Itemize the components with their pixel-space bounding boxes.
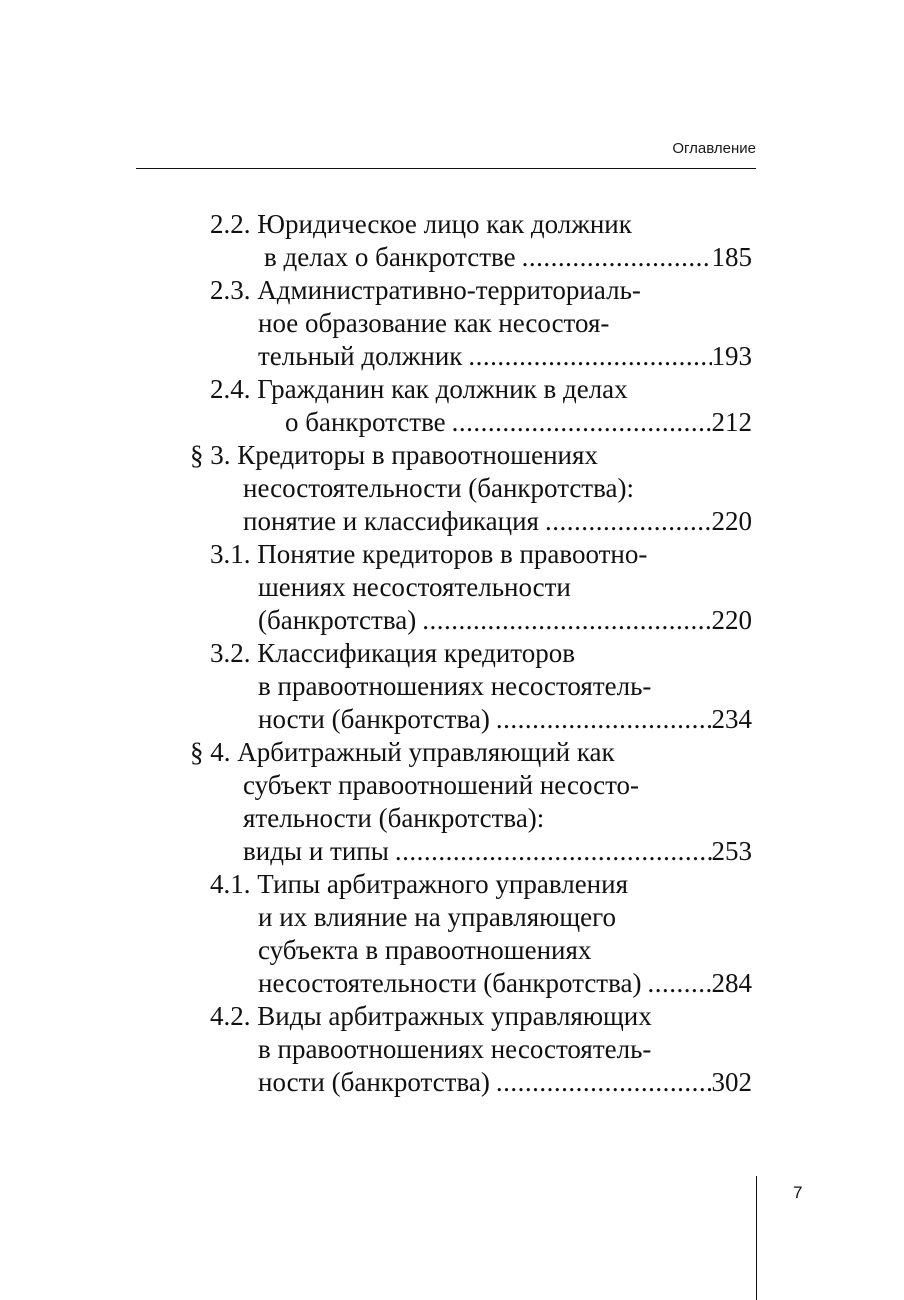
toc-entry-text: в правоотношениях несостоятель-	[258, 1034, 652, 1064]
toc-entry-page-number: 253	[711, 836, 752, 866]
toc-entry-text: 4.2. Виды арбитражных управляющих	[210, 1001, 652, 1031]
toc-entry-line	[210, 538, 752, 571]
toc-entry-text: в правоотношениях несостоятель-	[258, 671, 652, 701]
toc-entry-text: шениях несостоятельности	[258, 572, 571, 602]
toc-entry-page-number: 193	[711, 341, 752, 371]
dot-leader	[490, 1066, 712, 1099]
toc-entry[interactable]	[0, 439, 904, 538]
toc-entry-last-line	[258, 1066, 752, 1099]
toc-entry-last-line	[258, 703, 752, 736]
toc-entry-line	[210, 1000, 752, 1033]
toc-entry[interactable]	[0, 274, 904, 373]
toc-entry-line	[258, 571, 752, 604]
toc-entry-text: о банкротстве	[285, 407, 446, 437]
toc-entry[interactable]	[0, 736, 904, 868]
toc-entry-page-number: 220	[711, 506, 752, 536]
toc-entry-text: тельный должник	[258, 341, 463, 371]
toc-entry-text: субъект правоотношений несосто-	[243, 770, 640, 800]
toc-entry-text: ности (банкротства)	[258, 704, 490, 734]
dot-leader	[462, 340, 711, 373]
toc-entry[interactable]	[0, 373, 904, 439]
toc-entry-line	[258, 670, 752, 703]
running-header-title: Оглавление	[672, 140, 756, 157]
toc-entry-last-line	[258, 340, 752, 373]
toc-entry-text: виды и типы	[243, 836, 389, 866]
toc-entry-text: 2.2. Юридическое лицо как должник	[210, 209, 632, 239]
toc-entry[interactable]	[0, 538, 904, 637]
toc-entry-text: ное образование как несостоя-	[258, 308, 610, 338]
toc-entry-page-number: 284	[711, 968, 752, 998]
toc-entry[interactable]	[0, 637, 904, 736]
toc-entry-last-line	[243, 505, 752, 538]
toc-entry-line	[243, 472, 752, 505]
toc-entry-last-line	[285, 406, 752, 439]
toc-entry-last-line	[264, 241, 752, 274]
toc-entry-text: несостоятельности (банкротства)	[258, 968, 642, 998]
dot-leader	[539, 505, 712, 538]
toc-entry-line	[210, 868, 752, 901]
toc-entry-page-number: 220	[711, 605, 752, 635]
dot-leader	[516, 241, 712, 274]
toc-entry-text: ятельности (банкротства):	[243, 803, 545, 833]
toc-entry-page-number: 302	[711, 1067, 752, 1097]
toc-entry[interactable]	[0, 208, 904, 274]
toc-entry-line	[258, 901, 752, 934]
toc-entry-line	[210, 637, 752, 670]
toc-entry-last-line	[243, 835, 752, 868]
footer-rule	[756, 1176, 757, 1300]
toc-entry-text: несостоятельности (банкротства):	[243, 473, 634, 503]
toc-entry-line	[243, 769, 752, 802]
toc-entry-last-line	[258, 604, 752, 637]
toc-entry-text: 4.1. Типы арбитражного управления	[210, 869, 628, 899]
toc-entry-text: 3.1. Понятие кредиторов в правоотно-	[210, 539, 648, 569]
toc-entry-text: § 4. Арбитражный управляющий как	[190, 737, 615, 767]
toc-entry-text: ности (банкротства)	[258, 1067, 490, 1097]
dot-leader	[490, 703, 712, 736]
toc-entry-page-number: 234	[711, 704, 752, 734]
toc-entry-line	[258, 307, 752, 340]
toc-entry-text: и их влияние на управляющего	[258, 902, 617, 932]
toc-entry-text: 2.3. Административно-территориаль-	[210, 275, 641, 305]
toc-entry-text: 3.2. Классификация кредиторов	[210, 638, 575, 668]
toc-entry-line	[258, 934, 752, 967]
toc-entry-page-number: 185	[711, 242, 752, 272]
toc-entry-last-line	[258, 967, 752, 1000]
header-rule	[136, 168, 756, 169]
toc-entry-line	[210, 373, 752, 406]
toc-entry-line	[258, 1033, 752, 1066]
page-number: 7	[793, 1183, 803, 1202]
toc-entry-line	[210, 208, 752, 241]
toc-entry[interactable]	[0, 1000, 904, 1099]
toc-entry-text: в делах о банкротстве	[264, 242, 516, 272]
dot-leader	[389, 835, 712, 868]
toc-entry[interactable]	[0, 868, 904, 1000]
toc-entry-text: 2.4. Гражданин как должник в делах	[210, 374, 628, 404]
table-of-contents	[0, 208, 904, 1099]
toc-entry-text: понятие и классификация	[243, 506, 539, 536]
toc-entry-text: (банкротства)	[258, 605, 417, 635]
toc-entry-line	[210, 274, 752, 307]
toc-entry-line	[190, 439, 752, 472]
dot-leader	[416, 604, 711, 637]
dot-leader	[641, 967, 711, 1000]
toc-entry-text: субъекта в правоотношениях	[258, 935, 592, 965]
toc-entry-text: § 3. Кредиторы в правоотношениях	[190, 440, 598, 470]
toc-entry-page-number: 212	[711, 407, 752, 437]
toc-entry-line	[243, 802, 752, 835]
dot-leader	[446, 406, 712, 439]
toc-entry-line	[190, 736, 752, 769]
